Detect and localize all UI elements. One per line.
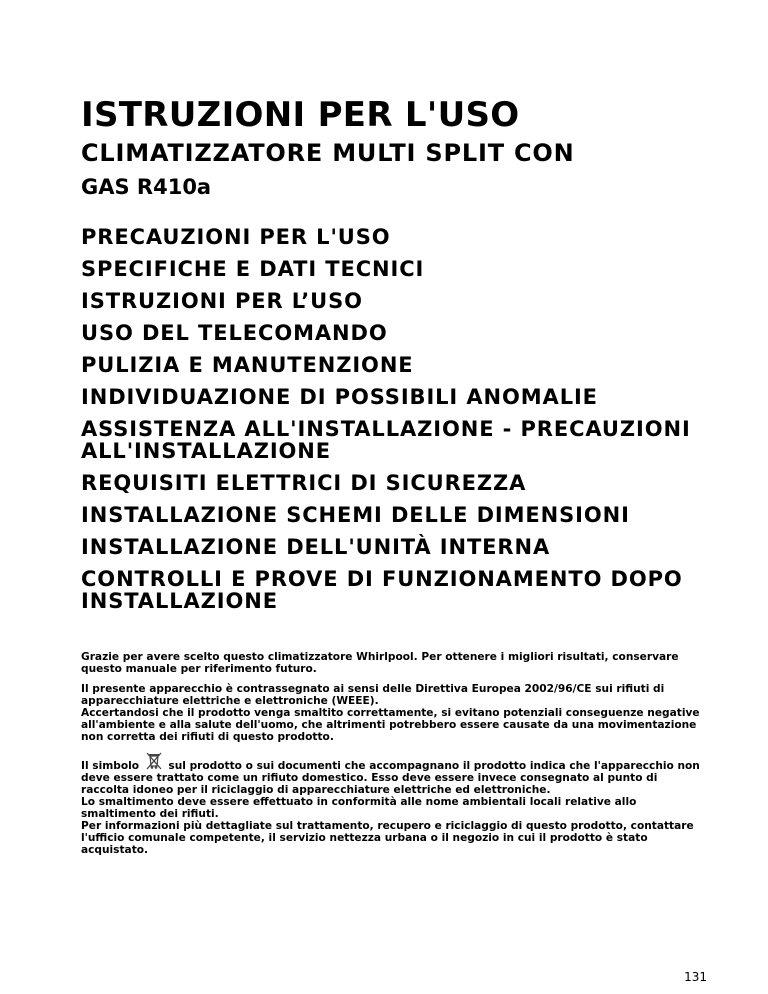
toc-item-requisiti: REQUISITI ELETTRICI DI SICUREZZA bbox=[81, 471, 527, 495]
page-number: 131 bbox=[684, 970, 707, 984]
directive-paragraph: Il presente apparecchio è contrassegnato ai sensi delle Direttiva Europea 2002/96/CE sui rifiuti di apparecchiature elettriche e elettroniche (WEEE). bbox=[81, 683, 665, 707]
disposal-paragraph: Accertandosi che il prodotto venga smaltito correttamente, si evitano potenziali conseguenze negative all'ambiente e alla salute dell'uomo, che altrimenti potrebbero essere causate da una movimentazione non corretta dei rifiuti di questo prodotto. bbox=[81, 707, 700, 743]
toc-item-pulizia: PULIZIA E MANUTENZIONE bbox=[81, 353, 414, 377]
toc-item-specifiche: SPECIFICHE E DATI TECNICI bbox=[81, 257, 425, 281]
toc-item-precauzioni: PRECAUZIONI PER L'USO bbox=[81, 225, 391, 249]
toc-item-schemi: INSTALLAZIONE SCHEMI DELLE DIMENSIONI bbox=[81, 503, 630, 527]
toc-item-anomalie: INDIVIDUAZIONE DI POSSIBILI ANOMALIE bbox=[81, 385, 598, 409]
toc-item-controlli: CONTROLLI E PROVE DI FUNZIONAMENTO DOPO INSTALLAZIONE bbox=[81, 567, 683, 613]
symbol-text-after: sul prodotto o sui documenti che accompagnano il prodotto indica che l'apparecchio non deve essere trattato come un rifiuto domestico. Esso deve essere invece consegnato al punto di raccolta idoneo per il riciclaggio di apparecchiature elettriche ed elettroniche. bbox=[81, 760, 700, 796]
document-title: ISTRUZIONI PER L'USO bbox=[81, 95, 520, 135]
symbol-paragraph bbox=[81, 751, 703, 796]
thanks-paragraph: Grazie per avere scelto questo climatizzatore Whirlpool. Per ottenere i migliori risultati, conservare questo manuale per riferimento futuro. bbox=[81, 651, 679, 675]
toc-item-telecomando: USO DEL TELECOMANDO bbox=[81, 321, 388, 345]
document-subtitle: CLIMATIZZATORE MULTI SPLIT CON bbox=[81, 139, 575, 167]
toc-item-unita-interna: INSTALLAZIONE DELL'UNITÀ INTERNA bbox=[81, 535, 551, 559]
info-paragraph: Per informazioni più dettagliate sul trattamento, recupero e riciclaggio di questo prodotto, contattare l'ufficio comunale competente, il servizio nettezza urbana o il negozio in cui il prodotto è stato acquistato. bbox=[81, 820, 694, 856]
toc-item-istruzioni: ISTRUZIONI PER L’USO bbox=[81, 289, 363, 313]
gas-type: GAS R410a bbox=[81, 175, 212, 199]
manual-page bbox=[81, 0, 707, 994]
crossed-out-wheelie-bin-icon bbox=[145, 751, 163, 771]
toc-item-assistenza: ASSISTENZA ALL'INSTALLAZIONE - PRECAUZIONI ALL'INSTALLAZIONE bbox=[81, 417, 691, 463]
intro-text bbox=[81, 651, 703, 856]
symbol-text-before: Il simbolo bbox=[81, 760, 140, 772]
table-of-contents bbox=[81, 226, 711, 622]
regulations-paragraph: Lo smaltimento deve essere effettuato in conformità alle nome ambientali locali relative allo smaltimento dei rifiuti. bbox=[81, 796, 637, 820]
